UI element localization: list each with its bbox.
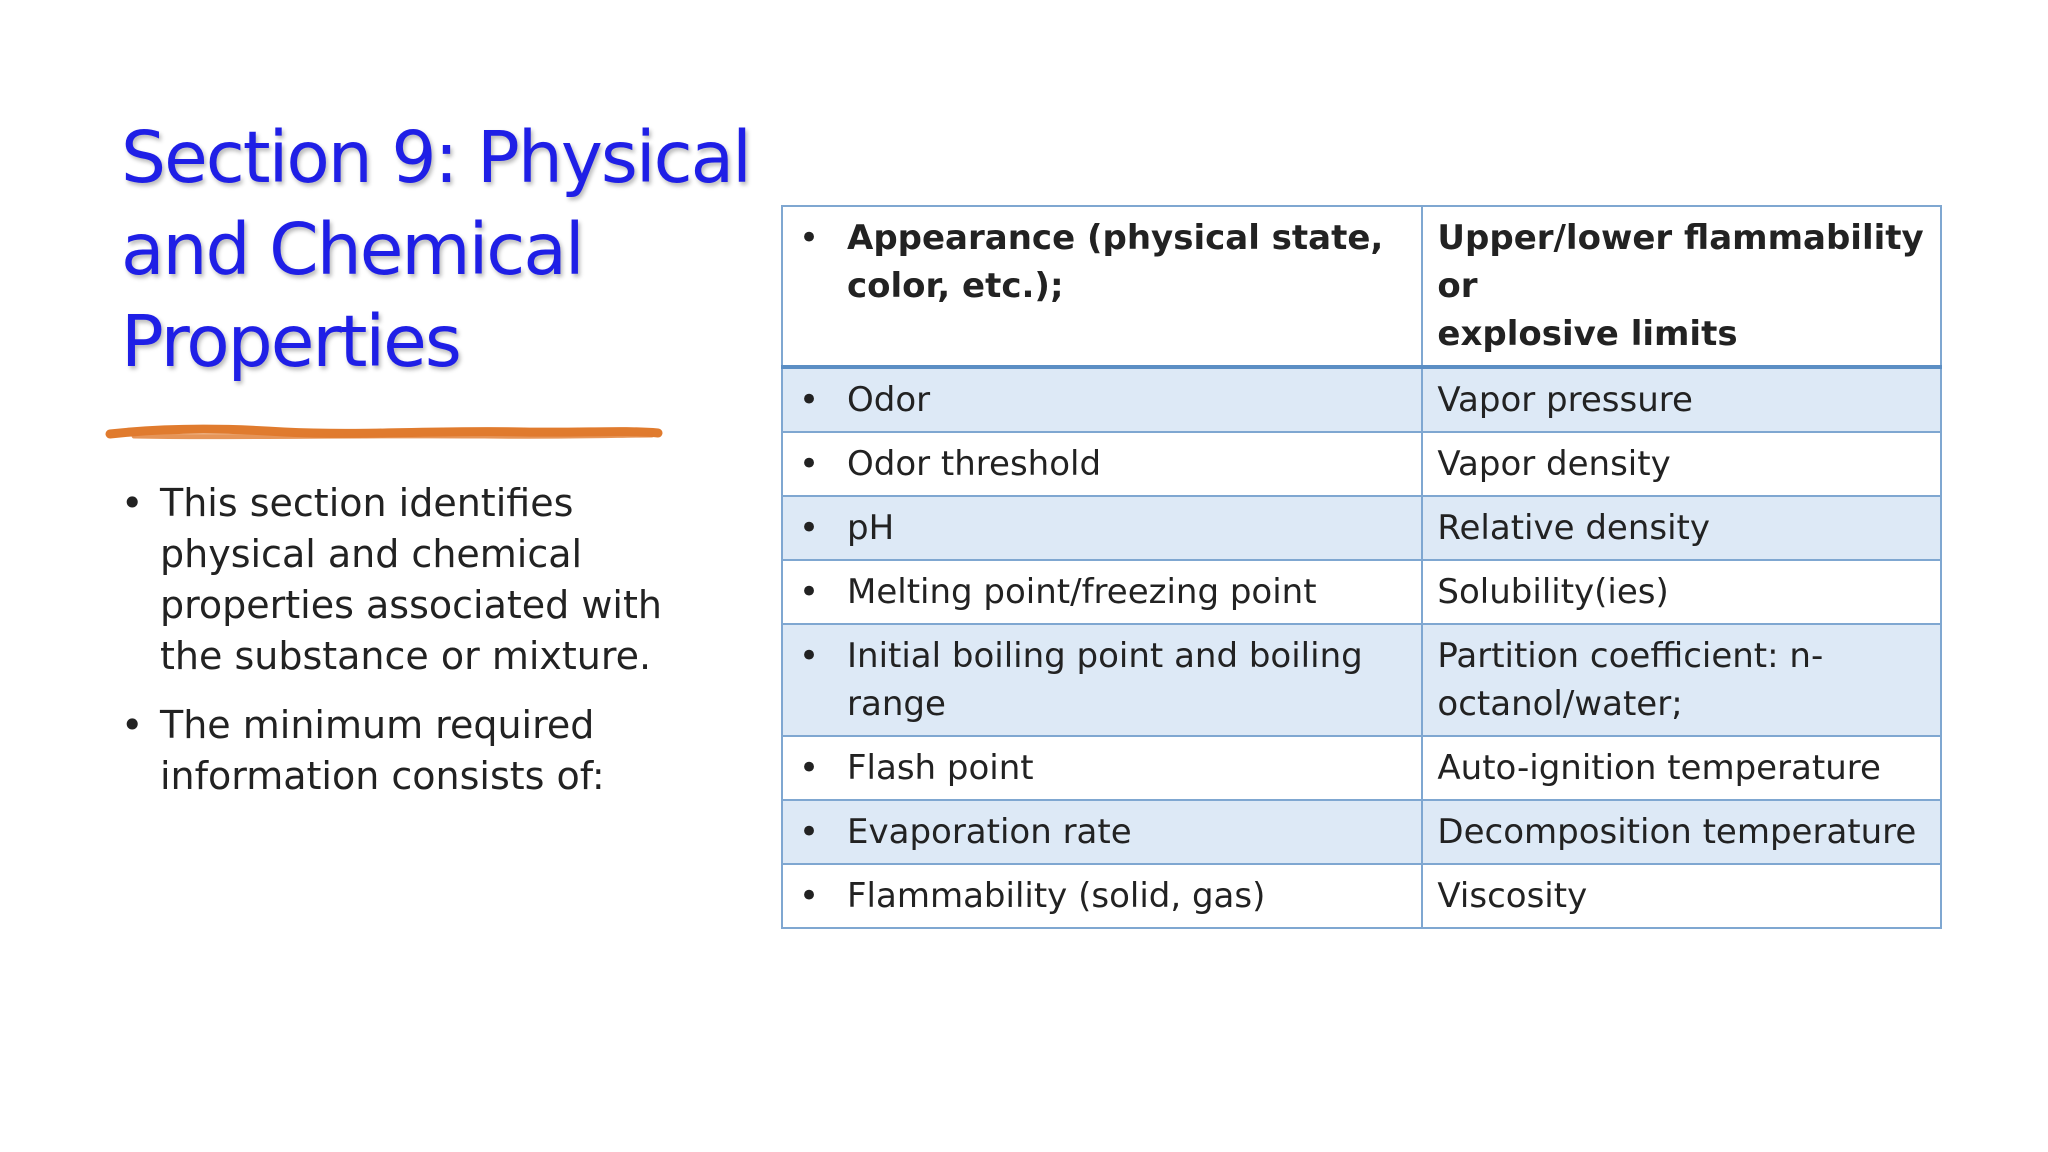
table-cell (782, 496, 1422, 560)
table-cell (1422, 864, 1941, 928)
bullet-dot: • (799, 876, 820, 916)
cell-text: Viscosity (1437, 876, 1588, 916)
intro-bullet-line: This section identifies (160, 481, 574, 525)
bullet-dot: • (799, 572, 820, 612)
table-cell (1422, 624, 1941, 736)
cell-text: Vapor density (1437, 444, 1671, 484)
table-row (782, 496, 1941, 560)
cell-text: color, etc.); (847, 266, 1064, 306)
table-cell (1422, 496, 1941, 560)
table-row (782, 367, 1941, 432)
bullet-dot: • (799, 444, 820, 484)
table-row (782, 432, 1941, 496)
cell-text: Odor threshold (847, 444, 1102, 484)
table-cell (1422, 367, 1941, 432)
cell-text: Evaporation rate (847, 812, 1132, 852)
cell-text: Decomposition temperature (1437, 812, 1917, 852)
title-underline-stroke (104, 424, 664, 444)
cell-text: Relative density (1437, 508, 1710, 548)
bullet-dot: • (799, 508, 820, 548)
table-row (782, 560, 1941, 624)
table-row (782, 864, 1941, 928)
slide-title-line: and Chemical (121, 208, 583, 291)
intro-bullet-line: the substance or mixture. (160, 634, 652, 678)
table-row (782, 736, 1941, 800)
table-cell (782, 432, 1422, 496)
table-cell (782, 206, 1422, 367)
table-cell (1422, 800, 1941, 864)
cell-text: Flash point (847, 748, 1034, 788)
intro-bullet-item (121, 700, 681, 802)
slide-title (121, 112, 761, 388)
bullet-dot: • (799, 636, 820, 676)
bullet-dot: • (121, 703, 144, 747)
cell-text: Upper/lower flammability or (1437, 218, 1924, 306)
cell-text: Solubility(ies) (1437, 572, 1669, 612)
slide-title-line: Section 9: Physical (121, 116, 750, 199)
table-cell (782, 624, 1422, 736)
cell-text: explosive limits (1437, 314, 1738, 354)
table-cell (782, 800, 1422, 864)
cell-text: pH (847, 508, 895, 548)
bullet-dot: • (799, 380, 820, 420)
table-cell (1422, 736, 1941, 800)
table-cell (1422, 206, 1941, 367)
cell-text: Flammability (solid, gas) (847, 876, 1266, 916)
table-header-row (782, 206, 1941, 367)
cell-text: Partition coefficient: n- (1437, 636, 1824, 676)
intro-bullet-line: physical and chemical (160, 532, 583, 576)
cell-text: Vapor pressure (1437, 380, 1693, 420)
bullet-dot: • (121, 481, 144, 525)
table-row (782, 624, 1941, 736)
slide-title-line: Properties (121, 300, 460, 383)
cell-text: Melting point/freezing point (847, 572, 1317, 612)
properties-table (781, 205, 1942, 929)
table-cell (782, 560, 1422, 624)
cell-text: Initial boiling point and boiling (847, 636, 1363, 676)
cell-text: octanol/water; (1437, 684, 1683, 724)
intro-bullet-list (121, 478, 681, 820)
table-cell (1422, 560, 1941, 624)
cell-text: Appearance (physical state, (847, 218, 1384, 258)
table-cell (782, 367, 1422, 432)
table-cell (782, 864, 1422, 928)
bullet-dot: • (799, 748, 820, 788)
cell-text: Auto-ignition temperature (1437, 748, 1881, 788)
intro-bullet-line: The minimum required (160, 703, 595, 747)
cell-text: Odor (847, 380, 931, 420)
cell-text: range (847, 684, 946, 724)
table-row (782, 800, 1941, 864)
intro-bullet-line: properties associated with (160, 583, 662, 627)
bullet-dot: • (799, 218, 820, 258)
table-cell (782, 736, 1422, 800)
table-cell (1422, 432, 1941, 496)
bullet-dot: • (799, 812, 820, 852)
intro-bullet-line: information consists of: (160, 754, 605, 798)
intro-bullet-item (121, 478, 681, 682)
